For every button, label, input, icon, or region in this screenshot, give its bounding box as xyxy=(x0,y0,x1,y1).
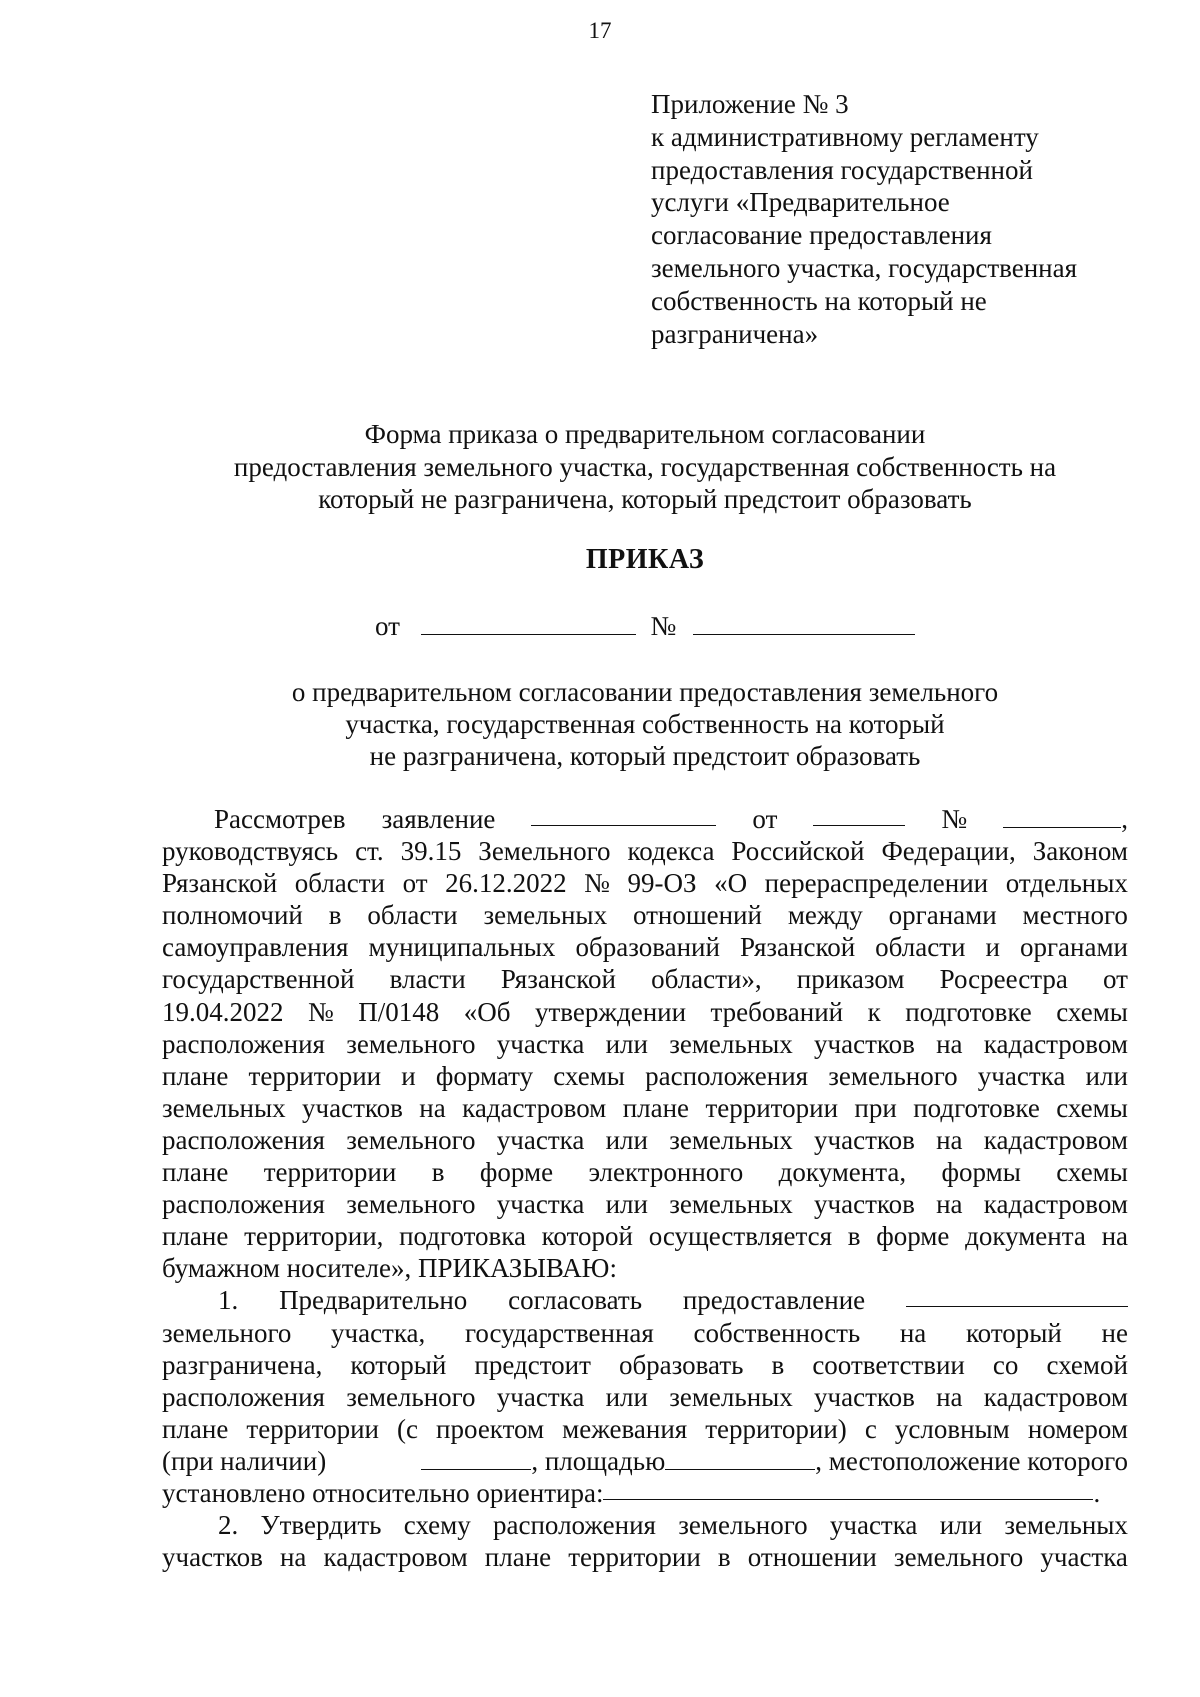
body-line xyxy=(162,1220,1128,1252)
word: подготовке xyxy=(905,996,1032,1027)
body-line xyxy=(162,1156,1128,1188)
word: государственная xyxy=(464,1317,654,1348)
application-blank xyxy=(531,803,716,826)
word: земельного xyxy=(346,1124,476,1155)
word: расположения xyxy=(162,1124,325,1155)
word: к xyxy=(867,996,881,1027)
word: требований xyxy=(710,996,844,1027)
word: кадастровом xyxy=(983,1028,1128,1059)
word: земельного xyxy=(162,1317,292,1348)
word: кадастровом xyxy=(983,1189,1128,1220)
body-line xyxy=(162,803,1128,835)
word: земельных xyxy=(669,1124,793,1155)
word: подготовка xyxy=(399,1221,526,1252)
word: проектом xyxy=(436,1413,545,1444)
word: территории xyxy=(705,1092,839,1123)
word: который xyxy=(965,1317,1062,1348)
word: или xyxy=(605,1028,648,1059)
word: участков xyxy=(814,1381,915,1412)
order-heading: ПРИКАЗ xyxy=(585,544,705,575)
word: на xyxy=(936,1189,963,1220)
word: области xyxy=(875,932,966,963)
word: на xyxy=(899,1317,927,1348)
word: участка xyxy=(496,1124,585,1155)
word: отношений xyxy=(632,900,762,931)
word: 99-ОЗ xyxy=(627,868,697,899)
word: предоставление xyxy=(682,1285,866,1316)
word: 26.12.2022 xyxy=(445,868,567,899)
word: или xyxy=(605,1124,648,1155)
word: расположения xyxy=(493,1510,656,1541)
word: Законом xyxy=(1032,836,1128,867)
word: в xyxy=(328,900,342,931)
word: собственность xyxy=(693,1317,861,1348)
word: Предварительно xyxy=(279,1285,468,1316)
word: области xyxy=(294,868,386,899)
word: отдельных xyxy=(1005,868,1128,899)
body-line xyxy=(162,1445,1128,1477)
word: от xyxy=(752,804,778,834)
word: земельного xyxy=(893,1542,1024,1573)
word: заявление xyxy=(381,804,496,834)
body-line xyxy=(162,1509,1128,1541)
word: утверждении xyxy=(534,996,687,1027)
word: участков xyxy=(814,1189,915,1220)
word: плане xyxy=(162,1221,229,1252)
word: земельных xyxy=(483,900,608,931)
page-number: 17 xyxy=(588,18,612,43)
word: территории xyxy=(248,1060,382,1091)
word: кадастровом xyxy=(462,1092,607,1123)
word: участка xyxy=(496,1028,585,1059)
word: 39.15 xyxy=(400,836,462,867)
body-line xyxy=(162,1092,1128,1124)
word: земельного xyxy=(346,1381,476,1412)
word: который xyxy=(350,1349,447,1380)
body-line xyxy=(162,899,1128,931)
appendix-line: к административному регламенту xyxy=(651,121,1039,152)
word: приказом xyxy=(796,964,905,995)
form-title-line: предоставления земельного участка, государственная собственность на xyxy=(233,451,1057,482)
word: Росреестра xyxy=(939,964,1068,995)
word: местного xyxy=(1022,900,1128,931)
word: плане xyxy=(162,1060,229,1091)
word: при xyxy=(854,1092,897,1123)
word: участков xyxy=(814,1028,915,1059)
word: (с xyxy=(397,1413,418,1444)
appendix-header xyxy=(651,88,1077,350)
word: формы xyxy=(941,1157,1021,1188)
landmark-blank xyxy=(603,1477,1093,1500)
body-line xyxy=(162,1124,1128,1156)
form-title-line: Форма приказа о предварительном согласовании xyxy=(364,419,926,449)
word: осуществляется xyxy=(648,1221,833,1252)
word: схему xyxy=(403,1510,471,1541)
word: плане xyxy=(162,1413,229,1444)
body-line xyxy=(162,1284,1128,1316)
word: кадастровом xyxy=(983,1381,1128,1412)
word: форме xyxy=(479,1157,554,1188)
appendix-line: разграничена» xyxy=(651,318,819,349)
word: разграничена, xyxy=(162,1349,323,1380)
word: Рассмотрев xyxy=(214,804,346,834)
word: участка xyxy=(496,1189,585,1220)
word: на xyxy=(279,1542,307,1573)
word: или xyxy=(605,1189,648,1220)
word: участков xyxy=(162,1542,263,1573)
word: ст. xyxy=(355,836,384,867)
appendix-line: согласование предоставления xyxy=(651,220,992,251)
body-line xyxy=(162,867,1128,899)
application-number-blank xyxy=(1003,805,1121,828)
word: государственной xyxy=(162,964,355,995)
body-line xyxy=(162,835,1128,867)
word: земельных xyxy=(669,1189,793,1220)
appendix-line: Приложение № 3 xyxy=(651,89,849,119)
word: Утвердить xyxy=(260,1510,382,1541)
word: Рязанской xyxy=(739,932,856,963)
appendix-line: услуги «Предварительное xyxy=(651,187,950,218)
word: схемы xyxy=(1056,1157,1128,1188)
word: плане xyxy=(622,1092,690,1123)
word: Федерации, xyxy=(881,836,1016,867)
word: территории xyxy=(263,1157,397,1188)
word: форме xyxy=(876,1221,950,1252)
word: расположения xyxy=(162,1028,325,1059)
body-line xyxy=(162,1541,1128,1573)
body-line xyxy=(162,1028,1128,1060)
recipient-blank xyxy=(906,1284,1128,1307)
word: в xyxy=(847,1221,861,1252)
word: участка xyxy=(829,1510,918,1541)
word: территории, xyxy=(244,1221,384,1252)
body-line xyxy=(162,1349,1128,1381)
appendix-line: собственность на который не xyxy=(651,285,987,316)
body-line-text: бумажном носителе», ПРИКАЗЫВАЮ: xyxy=(162,1253,617,1284)
conditional-number-blank xyxy=(421,1447,531,1470)
word: власти xyxy=(389,964,466,995)
word: соответствии xyxy=(812,1349,965,1380)
word: или xyxy=(939,1510,983,1541)
word: земельных xyxy=(669,1028,793,1059)
word: полномочий xyxy=(162,900,303,931)
word: , площадью xyxy=(531,1445,666,1476)
word: земельного xyxy=(678,1510,808,1541)
word: 1. xyxy=(218,1285,239,1316)
form-title-line: который не разграничена, который предстоит образовать xyxy=(318,484,972,514)
word: земельного xyxy=(346,1189,476,1220)
word: расположения xyxy=(162,1381,325,1412)
word: документа xyxy=(965,1221,1086,1252)
word: расположения xyxy=(645,1060,809,1091)
word: участка xyxy=(1040,1542,1128,1573)
word: которой xyxy=(541,1221,633,1252)
word: кадастровом xyxy=(983,1124,1128,1155)
word: участков xyxy=(814,1124,915,1155)
word: . xyxy=(1093,1477,1101,1508)
word: участка xyxy=(496,1381,585,1412)
word: «О xyxy=(714,868,748,899)
word: от xyxy=(402,868,428,899)
word: не xyxy=(1101,1317,1128,1348)
word: формату xyxy=(435,1060,534,1091)
word: в xyxy=(431,1157,445,1188)
word: условным xyxy=(894,1413,1010,1444)
word: в xyxy=(771,1349,785,1380)
word: электронного xyxy=(588,1157,744,1188)
word: земельного xyxy=(346,1028,476,1059)
word: на xyxy=(419,1092,446,1123)
order-number-label: № xyxy=(650,611,677,641)
word: самоуправления xyxy=(162,932,349,963)
appendix-line: предоставления государственной xyxy=(651,154,1033,185)
area-blank xyxy=(665,1447,815,1470)
body-line xyxy=(162,996,1128,1028)
word: руководствуясь xyxy=(162,836,339,867)
order-number-blank xyxy=(693,612,915,635)
body-line xyxy=(162,1188,1128,1220)
word: отношении xyxy=(747,1542,877,1573)
application-date-blank xyxy=(813,803,905,826)
word: образований xyxy=(575,932,720,963)
word: кодекса xyxy=(627,836,715,867)
word: на xyxy=(936,1381,963,1412)
word: перераспределении xyxy=(764,868,989,899)
order-body xyxy=(162,803,1128,1573)
order-date-number-line xyxy=(0,611,1200,642)
word: Земельного xyxy=(478,836,611,867)
word: земельного xyxy=(828,1060,958,1091)
word: или xyxy=(605,1381,648,1412)
body-line xyxy=(162,963,1128,995)
body-line xyxy=(162,1317,1128,1349)
word: кадастровом xyxy=(323,1542,468,1573)
order-from-label: от xyxy=(375,611,400,641)
word: Рязанской xyxy=(162,868,278,899)
appendix-line: земельного участка, государственная xyxy=(651,252,1078,283)
word: Российской xyxy=(731,836,865,867)
subject-line: участка, государственная собственность на который xyxy=(345,709,945,739)
form-title xyxy=(0,418,1200,516)
order-date-blank xyxy=(421,612,636,635)
word: межевания xyxy=(562,1413,688,1444)
word: «Об xyxy=(463,996,511,1027)
word: и xyxy=(401,1060,416,1091)
word: в xyxy=(717,1542,731,1573)
word: плане xyxy=(484,1542,552,1573)
word: территории) xyxy=(705,1413,847,1444)
word: земельных xyxy=(1004,1510,1128,1541)
word: на xyxy=(936,1028,963,1059)
word: земельных xyxy=(669,1381,793,1412)
word: участка xyxy=(977,1060,1066,1091)
word: расположения xyxy=(162,1189,325,1220)
word: органами xyxy=(1019,932,1128,963)
word: № xyxy=(584,868,610,899)
body-line xyxy=(162,931,1128,963)
word: схемы xyxy=(1056,1092,1128,1123)
word: № xyxy=(941,804,968,834)
word: образовать xyxy=(618,1349,744,1380)
word: Рязанской xyxy=(500,964,616,995)
word: территории xyxy=(568,1542,701,1573)
word: со xyxy=(992,1349,1019,1380)
word: предстоит xyxy=(474,1349,591,1380)
word: , xyxy=(1121,804,1128,834)
word: , местоположение которого xyxy=(815,1445,1128,1476)
word: № xyxy=(307,996,334,1027)
order-subject xyxy=(0,676,1200,772)
word: установлено относительно ориентира: xyxy=(162,1477,604,1508)
word: согласовать xyxy=(508,1285,643,1316)
word: участка, xyxy=(331,1317,426,1348)
body-line xyxy=(162,1252,1128,1284)
word: документа, xyxy=(778,1157,907,1188)
word: схемы xyxy=(553,1060,625,1091)
word: или xyxy=(1085,1060,1128,1091)
word: П/0148 xyxy=(358,996,440,1027)
body-line xyxy=(162,1060,1128,1092)
word: подготовке xyxy=(913,1092,1040,1123)
word: 2. xyxy=(218,1510,239,1541)
word: территории xyxy=(246,1413,379,1444)
word: на xyxy=(936,1124,963,1155)
body-line xyxy=(162,1413,1128,1445)
body-line xyxy=(162,1381,1128,1413)
word: области», xyxy=(651,964,762,995)
word: области xyxy=(367,900,458,931)
subject-line: не разграничена, который предстоит образовать xyxy=(369,741,921,771)
subject-line: о предварительном согласовании предоставления земельного xyxy=(291,677,999,707)
word: с xyxy=(864,1413,877,1444)
word: на xyxy=(1101,1221,1128,1252)
body-line xyxy=(162,1477,1128,1509)
word: схемы xyxy=(1056,996,1128,1027)
word: (при наличии) xyxy=(162,1445,327,1476)
word: между xyxy=(787,900,863,931)
word: номером xyxy=(1027,1413,1128,1444)
word: муниципальных xyxy=(368,932,556,963)
word: участков xyxy=(302,1092,403,1123)
word: земельных xyxy=(162,1092,286,1123)
word: органами xyxy=(888,900,997,931)
word: схемой xyxy=(1046,1349,1128,1380)
word: от xyxy=(1103,964,1128,995)
word: и xyxy=(985,932,1000,963)
word: 19.04.2022 xyxy=(162,996,284,1027)
word: плане xyxy=(162,1157,229,1188)
